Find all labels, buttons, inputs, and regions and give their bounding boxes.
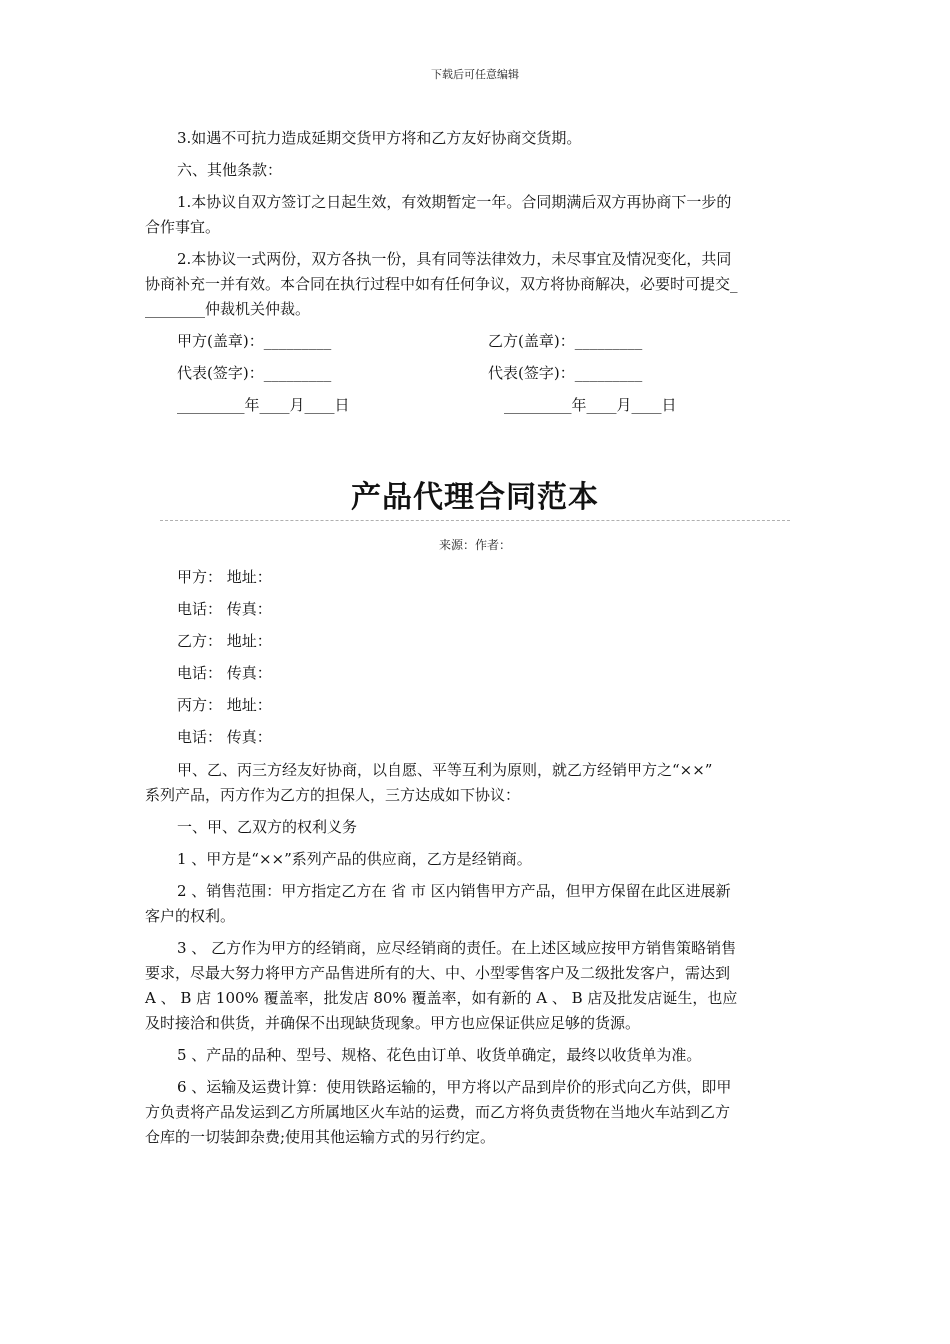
party-b-date: _________年____月____日 xyxy=(504,396,677,414)
intro-line-2: 系列产品，丙方作为乙方的担保人，三方达成如下协议： xyxy=(145,786,521,804)
source-author-line: 来源：作者： xyxy=(438,538,511,552)
clause-2-line-1: 2.本协议一式两份，双方各执一份，具有同等法律效力，未尽事宜及情况变化，共同 xyxy=(177,250,732,268)
item-6-line-1: 6 、运输及运费计算：使用铁路运输的，甲方将以产品到岸价的形式向乙方供，即甲 xyxy=(177,1078,732,1096)
item-2-line-1: 2 、销售范围：甲方指定乙方在 省 市 区内销售甲方产品，但甲方保留在此区进展新 xyxy=(177,882,731,900)
page-header-note: 下载后可任意编辑 xyxy=(431,68,519,81)
section-1-heading: 一、甲、乙双方的权利义务 xyxy=(177,818,358,836)
item-2-line-2: 客户的权利。 xyxy=(145,907,236,925)
item-1: 1 、甲方是“××”系列产品的供应商，乙方是经销商。 xyxy=(177,850,532,868)
clause-force-majeure: 3.如遇不可抗力造成延期交货甲方将和乙方友好协商交货期。 xyxy=(177,129,582,147)
clause-2-line-3: ________仲裁机关仲裁。 xyxy=(145,300,311,318)
party-a-address: 甲方： 地址： xyxy=(177,568,272,586)
party-a-representative: 代表(签字)：_________ xyxy=(177,364,332,382)
clause-1-line-2: 合作事宜。 xyxy=(145,218,221,236)
party-b-contact: 电话： 传真： xyxy=(177,664,272,682)
section-other-terms: 六、其他条款： xyxy=(177,161,283,179)
item-6-line-2: 方负责将产品发运到乙方所属地区火车站的运费，而乙方将负责货物在当地火车站到乙方 xyxy=(145,1103,731,1121)
document-title: 产品代理合同范本 xyxy=(351,480,599,515)
party-a-contact: 电话： 传真： xyxy=(177,600,272,618)
item-5: 5 、产品的品种、型号、规格、花色由订单、收货单确定，最终以收货单为准。 xyxy=(177,1046,702,1064)
party-a-seal: 甲方(盖章)：_________ xyxy=(177,332,332,350)
item-6-line-3: 仓库的一切装卸杂费;使用其他运输方式的另行约定。 xyxy=(145,1128,496,1146)
party-b-seal: 乙方(盖章)：_________ xyxy=(488,332,643,350)
party-b-address: 乙方： 地址： xyxy=(177,632,272,650)
party-a-date: _________年____月____日 xyxy=(177,396,350,414)
title-divider xyxy=(160,520,790,521)
item-3-line-3: A 、 B 店 100% 覆盖率，批发店 80% 覆盖率，如有新的 A 、 B 店及批发店诞生，也应 xyxy=(145,989,738,1007)
item-3-line-4: 及时接洽和供货，并确保不出现缺货现象。甲方也应保证供应足够的货源。 xyxy=(145,1014,641,1032)
party-b-representative: 代表(签字)：_________ xyxy=(488,364,643,382)
intro-line-1: 甲、乙、丙三方经友好协商，以自愿、平等互利为原则，就乙方经销甲方之“××” xyxy=(177,761,713,779)
clause-1-line-1: 1.本协议自双方签订之日起生效，有效期暂定一年。合同期满后双方再协商下一步的 xyxy=(177,193,732,211)
party-c-contact: 电话： 传真： xyxy=(177,728,272,746)
party-c-address: 丙方： 地址： xyxy=(177,696,272,714)
item-3-line-1: 3 、 乙方作为甲方的经销商，应尽经销商的责任。在上述区域应按甲方销售策略销售 xyxy=(177,939,737,957)
clause-2-line-2: 协商补充一并有效。本合同在执行过程中如有任何争议，双方将协商解决，必要时可提交_ xyxy=(145,275,738,293)
item-3-line-2: 要求，尽最大努力将甲方产品售进所有的大、中、小型零售客户及二级批发客户，需达到 xyxy=(145,964,731,982)
